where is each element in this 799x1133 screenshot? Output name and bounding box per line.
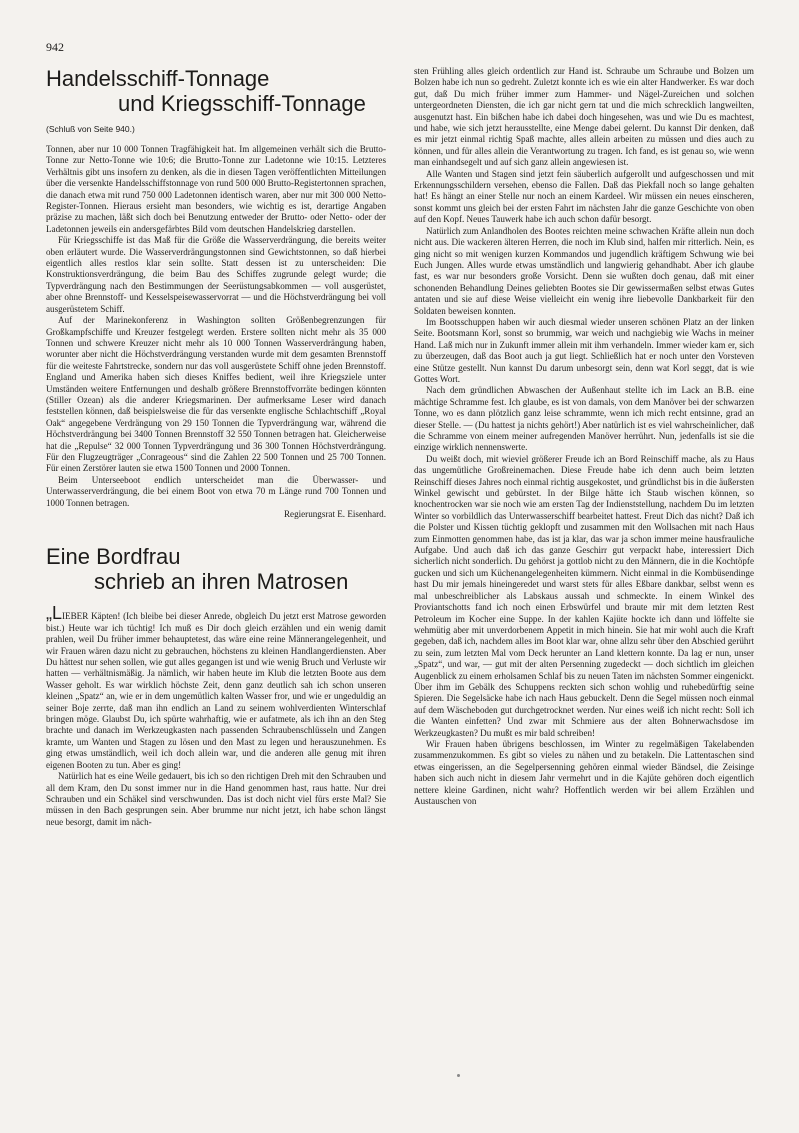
article1-title-line1: Handelsschiff-Tonnage bbox=[46, 66, 270, 91]
article-separator bbox=[46, 520, 386, 544]
article2-paragraph: Wir Frauen haben übrigens beschlossen, im Winter zu regelmäßigen Takelabenden zusammenzukommen. Es gibt so vieles zu nähen und zu betakeln. Die Lattentaschen sind etwas eingerissen, an die Segelpersenning gehören einmal wieder Bändsel, die Zeisinge haben sich auch nicht in diesem Jahr vermehrt und in die Kajüte gehören doch eigentlich nettere kleine Gardinen, nicht wahr? Hoffentlich werden wir bei allem Erzählen und Austauschen von bbox=[414, 738, 754, 806]
print-speck bbox=[457, 1074, 460, 1077]
article1-paragraph: Beim Unterseeboot endlich unterscheidet man die Überwasser- und Unterwasserverdrängung, die bei einem Boot von etwa 70 m Länge rund 700 Tonnen und 1000 Tonnen betragen. bbox=[46, 474, 386, 508]
article2-paragraph: Natürlich hat es eine Weile gedauert, bis ich so den richtigen Dreh mit den Schrauben und all dem Kram, den Du sonst immer nur in die Hand genommen hast, raus hatte. Nur drei Schrauben und ein Schäkel sind verschwunden. Das ist doch nicht viel fürs erste Mal? Sie müssen in den Bach gesprungen sein. Aber brumme nur nicht jetzt, ich habe schon längst neue besorgt, damit im näch- bbox=[46, 771, 386, 827]
article2-paragraph bbox=[46, 603, 386, 771]
article1-paragraph: Tonnen, aber nur 10 000 Tonnen Tragfähigkeit hat. Im allgemeinen verhält sich die Brutto-Tonne zur Netto-Tonne wie 10:6; die Brutto-Tonne zur Ladetonne wie 10:15. Letzteres Verhältnis gibt uns insofern zu denken, als die in diesen Tagen veröffentlichten Mitteilungen über die versenkte Handelsschiffstonnage von rund 500 000 Brutto-Registertonnen sprachen, die danach etwa mit rund 750 000 Ladetonnen identisch waren, aber nur mit 300 000 Netto-Register-Tonnen. Hieraus ersieht man besonders, wie wichtig es ist, derartige Angaben präzise zu machen, läßt sich doch bei Benutzung entweder der Brutto- oder Netto- oder der Ladetonnen jeweils ein andersgefärbtes Bild vom deutschen Handelskrieg darstellen. bbox=[46, 144, 386, 234]
article1-paragraph: Für Kriegsschiffe ist das Maß für die Größe die Wasserverdrängung, die bereits weiter oben erläutert wurde. Die Wasserverdrängungstonnen sind Gewichtstonnen, so daß hierbei eigentlich alles restlos klar sein sollte. Statt dessen ist zu unterscheiden: Die Konstruktionsverdrängung, die beim Bau des Schiffes zugrunde gelegt wurde; die Typverdrängung nach den Bestimmungen der Seerüstungsabkommen — voll ausgerüstet, aber ohne Brennstoff- und Kesselspeisewasservorrat — und die Höchstverdrängung bei voll ausgerüstetem Schiff. bbox=[46, 235, 386, 314]
article2-paragraph: Im Bootsschuppen haben wir auch diesmal wieder unseren schönen Platz an der linken Seite. Bootsmann Korl, sonst so brummig, war weich und nachgiebig wie Wachs in meiner Hand. Laß mich nur in Zukunft immer allein mit ihm verhandeln. Immer wieder kam er, sich zu überzeugen, daß das Boot auch ja gut liegt. Schließlich hat er noch unter den Vorsteven eine Stütze gestellt. Nun kannst Du darum unbesorgt sein, denn wat Korl seggt, dat is wie Gottes Wort. bbox=[414, 316, 754, 384]
drop-cap: „L bbox=[46, 603, 63, 624]
article2-paragraph: sten Frühling alles gleich ordentlich zur Hand ist. Schraube um Schraube und Bolzen um Bolzen habe ich nun so gedreht. Zuletzt konnte ich es wie ein alter Handwerker. Es war doch gut, daß Du mich früher immer zum Hammer- und Nägel-Zureichen und solchen untergeordneten Diensten, die ich gar nicht gern tat und die mich schrecklich langweilten, ausgenutzt hast. Ein bißchen habe ich dabei doch hingesehen, was und wie Du es machtest, und habe, wie sich jetzt herausstellte, eine Menge dabei gelernt. Du kannst Dir denken, daß es mir jetzt einmal richtig Spaß machte, alles allein arbeiten zu müssen und dies auch zu können, und für alles allein die Verantwortung zu tragen. Ich fand, es ist genau so, wie wenn man einhandsegelt und auf sich ganz allein angewiesen ist. bbox=[414, 66, 754, 168]
article2-paragraph: Nach dem gründlichen Abwaschen der Außenhaut stellte ich im Lack an B.B. eine mächtige Schramme fest. Ich glaube, es ist von damals, von dem Manöver bei der schwarzen Tonne, wo es dann plötzlich ganz leise schrammte, wenn ich mich recht entsinne, grad an dieser Stelle. — (Du hattest ja nichts gehört!) Aber natürlich ist es viel wahrscheinlicher, daß die Schramme von einem meiner aufregenden Manöver herrührt. Nun, jedenfalls ist sie die einzige wirklich nennenswerte. bbox=[414, 385, 754, 453]
article2-paragraph: Natürlich zum Anlandholen des Bootes reichten meine schwachen Kräfte allein nun doch nicht aus. Die wackeren älteren Herren, die noch im Klub sind, halfen mir ritterlich. Nein, es ging nicht so mit wenigen kurzen Kommandos und jugendlich kräftigem Schwung wie bei Euch Jungen. Alles wurde etwas umständlich und langwierig gehandhabt. Aber ich glaube fast, es war nur besonders große Vorsicht. Denn sie wußten doch genau, daß mit einer schonenden Behandlung Deines geliebten Bootes sie Dir gewissermaßen selbst etwas Gutes antaten und sie auf diese Weise vielleicht ein wenig ihre liebevolle Dankbarkeit für den Soldaten beweisen konnten. bbox=[414, 225, 754, 316]
article2-title-line1: Eine Bordfrau bbox=[46, 544, 181, 570]
right-column bbox=[414, 66, 754, 807]
article2-title-line2: schrieb an ihren Matrosen bbox=[94, 569, 349, 595]
article2-paragraph: Alle Wanten und Stagen sind jetzt fein säuberlich aufgerollt und aufgeschossen und mit Erkennungsschildern versehen, ebenso die Fallen. Daß das Piekfall noch so lange gehalten hat! Es hängt an einer Stelle nur noch an einem Kardeel. Wir müssen ein neues einscheren, sonst kommt uns gleich bei der ersten Fahrt im nächsten Jahr die ganze Geschichte von oben auf den Kopf. Neues Tauwerk habe ich auch schon dafür besorgt. bbox=[414, 168, 754, 225]
article1-title bbox=[46, 66, 386, 116]
article1-signature: Regierungsrat E. Eisenhard. bbox=[283, 509, 386, 519]
left-column bbox=[46, 66, 386, 828]
continuation-note: (Schluß von Seite 940.) bbox=[46, 124, 135, 134]
article1-title-line2: und Kriegsschiff-Tonnage bbox=[118, 91, 366, 116]
page-number: 942 bbox=[46, 40, 64, 54]
article2-paragraph-text: IEBER Käpten! (Ich bleibe bei dieser Anrede, obgleich Du jetzt erst Matrose geworden bist.) Heute war ich tüchtig! Ich muß es Dir doch gleich erzählen und ein wenig damit prahlen, weil Du früher immer behauptetest, das wäre eine reine Männerangelegenheit, und wir Frauen wären dazu nicht zu gebrauchen, höchstens zu kleinen Handlangerdiensten. Aber Du hättest nur sehen sollen, wie gut alles gegangen ist und wie wenig Bruch und Verluste wir hatten — verhältnismäßig. Ja nämlich, wir haben heute im Klub die letzten Boote aus dem Wasser geholt. Es war wirklich höchste Zeit, denn ganz deutlich sah ich schon unseren kleinen „Spatz“ an, wie er in dem ungemütlich kalten Wasser fror, und wie er ungeduldig an seiner Boje zerrte, daß man ihn endlich an Land zu seinem wohlverdienten Winterschlaf bringen möge. Glaubst Du, ich spürte wahrhaftig, wie er aufatmete, als ich ihn an den Steg brachte und danach im Werkzeugkasten nach passenden Schraubenschlüsseln und Zangen kramte, um Wanten und Stagen zu lösen und den Mast zu legen und herauszunehmen. Es ging etwas umständlich, weil ich doch allein war, und die anderen alle genug mit ihren eigenen Booten zu tun. Aber es ging! bbox=[46, 611, 386, 770]
article2-title bbox=[46, 544, 386, 594]
article2-paragraph: Du weißt doch, mit wieviel größerer Freude ich an Bord Reinschiff mache, als zu Haus das ungemütliche Großreinemachen. Diese Freude habe ich denn auch beim letzten Reinschiff dieses Jahres noch einmal richtig ausgekostet, und gründlichst bis in die äußersten Winkel gewischt und gebürstet. In der Bilge hätte ich Staub wischen können, so knochentrocken war sie noch wie am ersten Tag der Indienststellung, nachdem Du im letzten Winter so vorbildlich das Unterwasserschiff bearbeitet hattest. Freut Dich das nicht? Daß ich die Polster und Kissen tüchtig geklopft und zusammen mit den Wollsachen mit nach Haus zum Einmotten genommen habe, das ist ja klar, das war ja schon immer meine hausfrauliche Aufgabe. Und auch daß ich das ganze Geschirr gut verpackt habe, interessiert Dich sicherlich nicht sonderlich. Du gehörst ja gottlob nicht zu den Männern, die in die Kochtöpfe gucken und sich um Küchenangelegenheiten kümmern. Nicht einmal in die Kombüsendinge hast Du mir jemals hineingeredet und warst stets für alles Eßbare dankbar, selbst wenn es mal unbeschreiblicher als Labskaus aussah und schmeckte. In einem Winkel des Proviantschotts fand ich noch einen Erbswürfel und braute mir mit dem letzten Rest Petroleum im Kocher eine Suppe. In der kahlen Kajüte hockte ich dann und löffelte sie wehmütig aber mit unverdorbenem Appetit in mich hinein. Sie hat mir wohl auch die Kraft gegeben, daß ich, nachdem alles im Boot klar war, ohne allzu sehr über den Abschied gerührt zu sein, zum letzten Mal vom Deck herunter an Land klettern konnte. Da lag er nun, unser „Spatz“, und war, — gut mit der alten Persenning zugedeckt — doch sichtlich im gleichen Augenblick zu einem erholsamen Schlaf bis zu neuen Taten im nächsten Sommer eingenickt. Über ihm im Gebälk des Schuppens reckten sich schon wohlig und ruhebedürftig seine Spieren. Die Segelsäcke habe ich nach Haus gebuckelt. Denn die Segel müssen noch einmal auf dem Wäscheboden gut durchgetrocknet werden. Nur eines weiß ich nicht recht: Soll ich die Wanten einfetten? Und zwar mit Schmiere aus der alten Bohnerwachsdose im Werkzeugkasten? Du mußt es mir bald schreiben! bbox=[414, 453, 754, 738]
article1-paragraph: Auf der Marinekonferenz in Washington sollten Größenbegrenzungen für Großkampfschiffe und Kreuzer festgelegt werden. Erstere sollten nicht mehr als 35 000 Tonnen und schwere Kreuzer nicht mehr als 10 000 Tonnen Wasserverdrängung haben, worunter aber nicht die Höchstverdrängung verstanden wurde mit dem gesamten Brennstoff für die weiteste Fahrtstrecke, sondern nur das voll ausgerüstete Schiff ohne jeden Brennstoff. England und Amerika haben sich dieses Kniffes bedient, weil ihre Kriegsziele unter Umständen weitere Entfernungen und deshalb größere Brennstoffvorräte bedingen könnten (Stiller Ozean) als die anderer Kriegsmarinen. Der aufmerksame Leser wird danach feststellen können, daß beispielsweise die für das versenkte englische Schlachtschiff „Royal Oak“ angegebene Verdrängung von 29 150 Tonnen die Typverdrängung war, während die Höchstverdrängung bei 3400 Tonnen Brennstoff 32 550 Tonnen betragen hat. Gleicherweise hat die „Repulse“ 32 000 Tonnen Typverdrängung und 36 300 Tonnen Höchstverdrängung. Für den Flugzeugträger „Conrageous“ sind die Zahlen 22 500 Tonnen und 25 700 Tonnen. Für einen Zerstörer lauten sie etwa 1500 Tonnen und 2000 Tonnen. bbox=[46, 315, 386, 474]
